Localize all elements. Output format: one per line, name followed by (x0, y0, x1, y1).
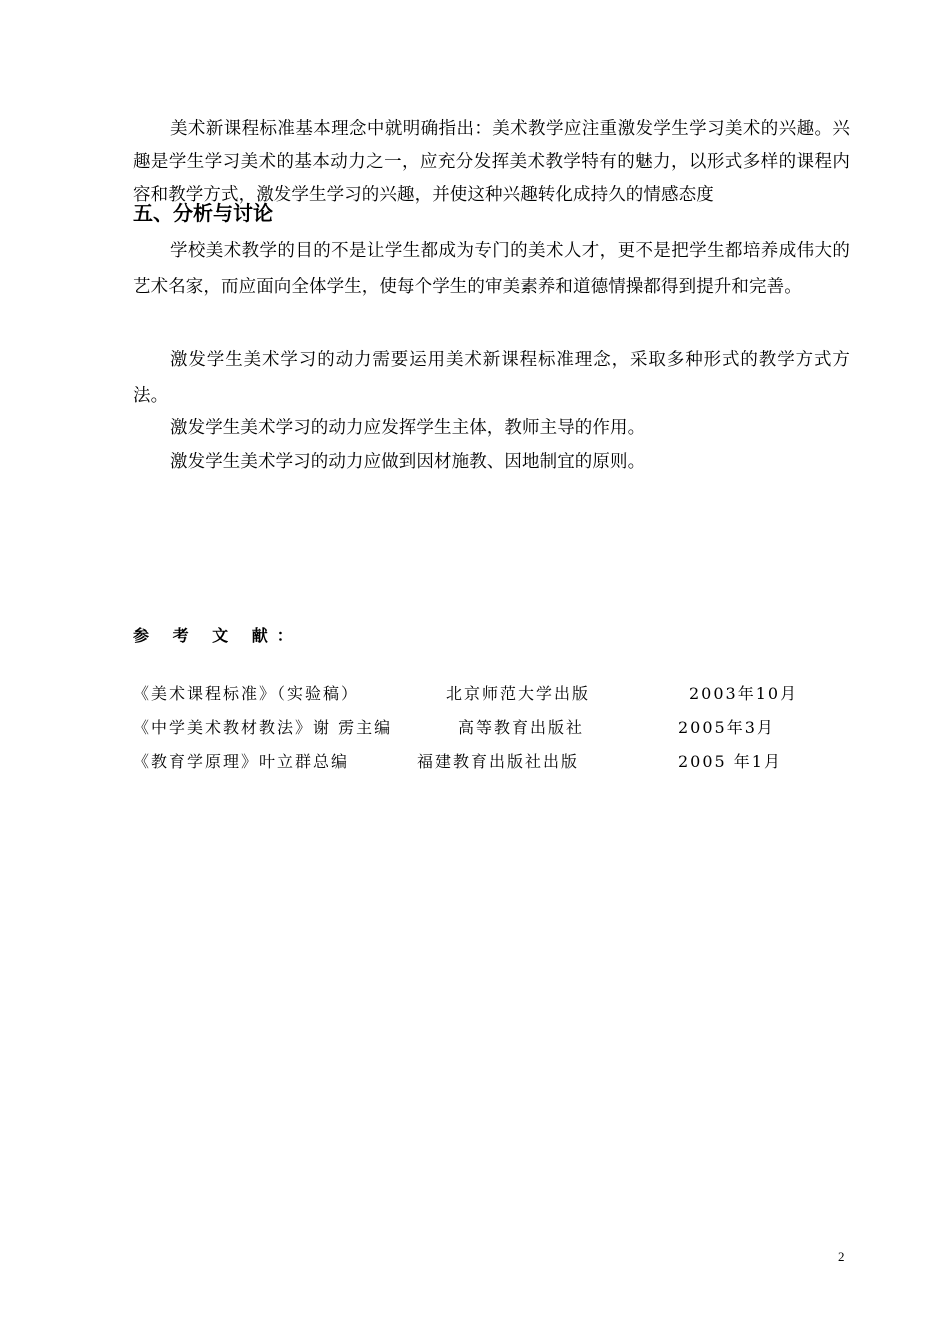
discussion-paragraph-2: 激发学生美术学习的动力需要运用美术新课程标准理念，采取多种形式的教学方式方法。 (133, 350, 850, 406)
reference-publisher: 北京师范大学出版 (446, 684, 591, 703)
discussion-paragraph-4: 激发学生美术学习的动力应做到因材施教、因地制宜的原则。 (170, 452, 646, 472)
reference-date: 2003年10月 (689, 684, 799, 703)
intro-paragraph: 美术新课程标准基本理念中就明确指出：美术教学应注重激发学生学习美术的兴趣。兴趣是学生学习美术的基本动力之一，应充分发挥美术教学特有的魅力，以形式多样的课程内容和教学方式，激发学生学习的兴趣，并使这种兴趣转化成持久的情感态度 (133, 119, 850, 205)
reference-item (133, 716, 833, 740)
reference-publisher: 高等教育出版社 (458, 718, 585, 737)
references-title: 参 考 文 献： (133, 626, 302, 645)
reference-item (133, 750, 833, 774)
discussion-paragraph-1: 学校美术教学的目的不是让学生都成为专门的美术人才，更不是把学生都培养成伟大的艺术名家，而应面向全体学生，使每个学生的审美素养和道德情操都得到提升和完善。 (133, 241, 850, 297)
reference-work: 《美术课程标准》（实验稿） (133, 684, 360, 703)
reference-publisher: 福建教育出版社出版 (417, 752, 580, 771)
reference-item (133, 682, 833, 706)
reference-work: 《教育学原理》叶立群总编 (133, 752, 350, 771)
page-number: 2 (838, 1249, 845, 1264)
reference-date: 2005年3月 (678, 718, 775, 737)
section-heading: 五、分析与讨论 (133, 201, 273, 225)
reference-work: 《中学美术教材教法》谢 雳主编 (133, 718, 393, 737)
reference-date: 2005 年1月 (678, 752, 782, 771)
discussion-paragraph-3: 激发学生美术学习的动力应发挥学生主体，教师主导的作用。 (170, 418, 646, 438)
